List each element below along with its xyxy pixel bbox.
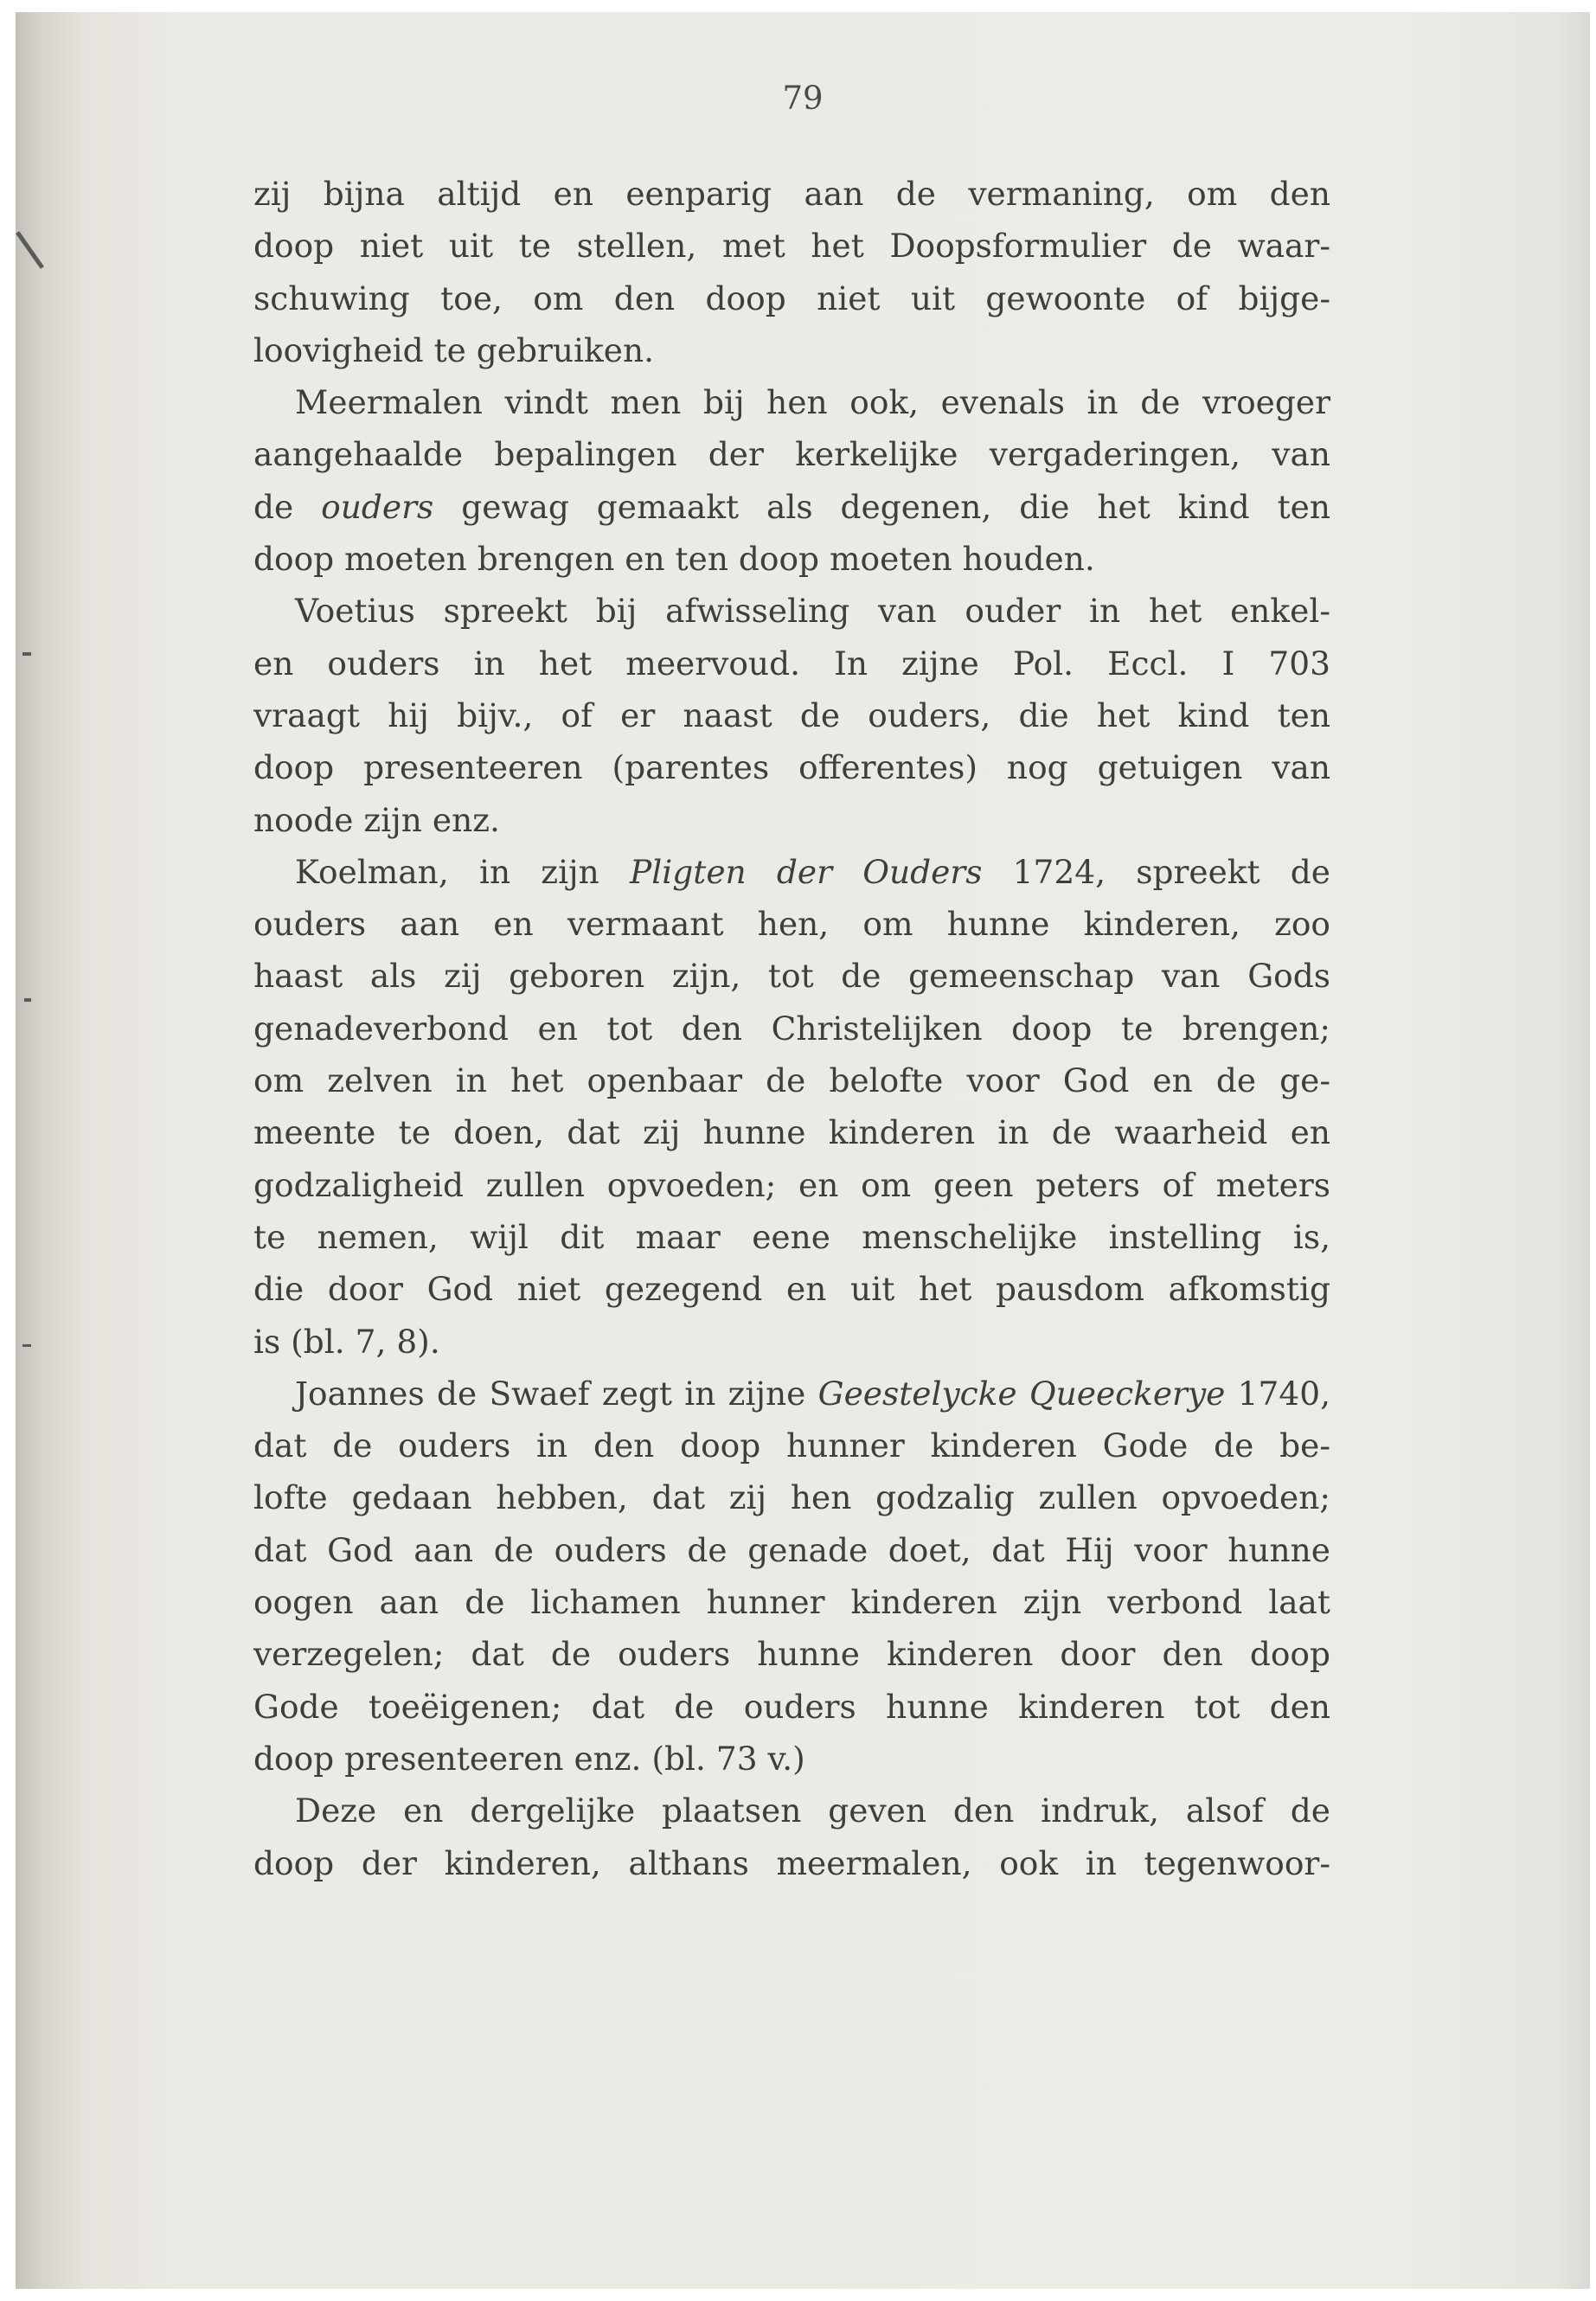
text-line: vraagt hij bijv., of er naast de ouders, die het kind ten [253,695,1330,734]
text-line: dat God aan de ouders de genade doet, dat Hij voor hunne [253,1530,1330,1569]
text-line: verzegelen; dat de ouders hunne kinderen door den doop [253,1635,1330,1674]
text-line: loovigheid te gebruiken. [253,330,655,369]
text-line: doop moeten brengen en ten doop moeten houden. [253,540,1095,579]
margin-speck [24,998,31,1002]
text-line: dat de ouders in den doop hunner kinderen Gode de be- [253,1426,1330,1465]
margin-speck [22,1344,31,1347]
text-line: oogen aan de lichamen hunner kinderen zijn verbond laat [253,1583,1330,1622]
text-line: genadeverbond en tot den Christelijken doop te brengen; [253,1009,1330,1048]
italic-title: Pligten der Ouders [630,852,983,891]
text-line: aangehaalde bepalingen der kerkelijke vergaderingen, van [253,435,1330,474]
text-line: noode zijn enz. [253,800,500,839]
text-line: doop presenteeren (parentes offerentes) nog getuigen van [253,748,1330,787]
text-line: schuwing toe, om den doop niet uit gewoonte of bijge- [253,279,1330,317]
margin-speck [22,652,31,656]
text-line: en ouders in het meervoud. In zijne Pol. Eccl. I 703 [253,644,1330,683]
paragraph-start: Voetius spreekt bij afwisseling van ouder in het enkel- [295,592,1330,631]
margin-speck [16,231,44,269]
text-run: gewag gemaakt als degenen, die het kind ten [433,487,1330,526]
text-line: zij bijna altijd en eenparig aan de vermaning, om den [253,175,1330,213]
text-line: die door God niet gezegend en uit het pausdom afkomstig [253,1270,1330,1309]
text-line: lofte gedaan hebben, dat zij hen godzalig zullen opvoeden; [253,1478,1330,1517]
text-line: doop der kinderen, althans meermalen, ook in tegenwoor- [253,1843,1330,1882]
paragraph-start: Meermalen vindt men bij hen ook, evenals in de vroeger [295,383,1330,422]
paper-sheet [16,12,1590,2289]
text-line: Gode toeëigenen; dat de ouders hunne kinderen tot den [253,1687,1330,1726]
text-line: doop niet uit te stellen, met het Doopsformulier de waar- [253,227,1330,266]
text-line [253,481,1330,533]
page-number: 79 [782,80,824,117]
body-text [253,168,1330,1889]
text-line: te nemen, wijl dit maar eene menschelijke instelling is, [253,1217,1330,1256]
text-line: haast als zij geboren zijn, tot de gemeenschap van Gods [253,957,1330,996]
paragraph-start: Deze en dergelijke plaatsen geven den indruk, alsof de [295,1791,1330,1830]
text-run: 1740, [1225,1374,1330,1413]
text-run: Joannes de Swaef zegt in zijne [295,1374,818,1413]
text-line: meente te doen, dat zij hunne kinderen in de waarheid en [253,1113,1330,1152]
text-line: om zelven in het openbaar de belofte voor God en de ge- [253,1061,1330,1100]
italic-title: Geestelycke Queeckerye [817,1374,1226,1413]
italic-term: ouders [321,487,434,526]
text-line: doop presenteeren enz. (bl. 73 v.) [253,1739,805,1778]
paragraph-start [253,846,1330,898]
text-line: ouders aan en vermaant hen, om hunne kinderen, zoo [253,905,1330,944]
paragraph-start [253,1368,1330,1420]
text-run: de [253,487,322,526]
text-line: is (bl. 7, 8). [253,1322,440,1361]
text-run: Koelman, in zijn [295,852,631,891]
text-run: 1724, spreekt de [982,852,1330,891]
text-line: godzaligheid zullen opvoeden; en om geen peters of meters [253,1165,1330,1204]
